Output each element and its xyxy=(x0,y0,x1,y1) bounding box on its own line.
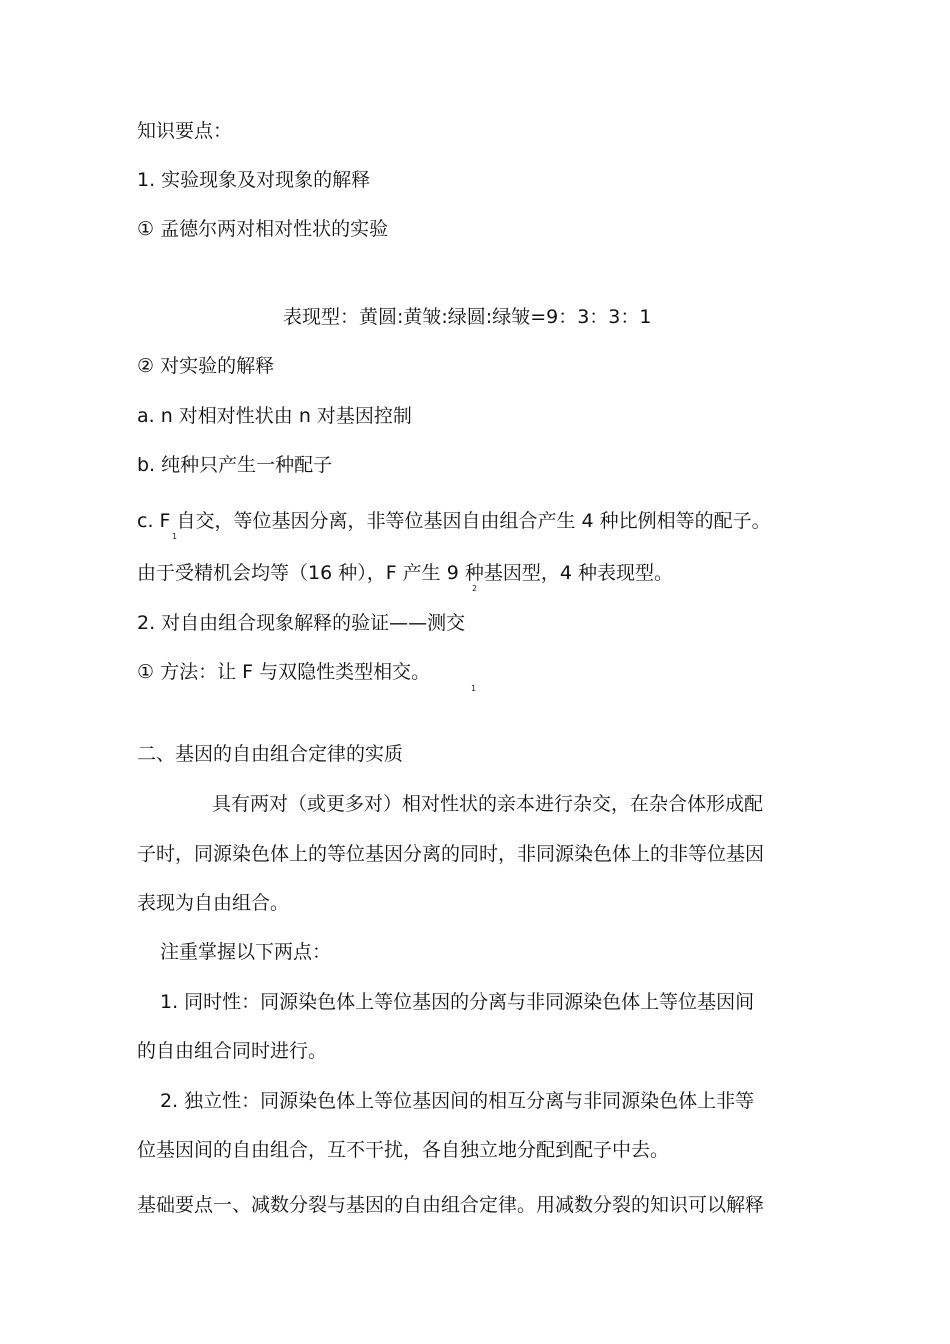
item1-subtitle-explanation: ② 对实验的解释 xyxy=(137,355,275,377)
point-c: c. F 自交，等位基因分离，非等位基因自由组合产生 4 种比例相等的配子。 xyxy=(137,510,771,532)
phenotype-ratio: 表现型：黄圆:黄皱:绿圆:绿皱=9：3：3：1 xyxy=(283,306,652,328)
note2-line-2: 位基因间的自由组合，互不干扰，各自独立地分配到配子中去。 xyxy=(137,1139,670,1161)
point-c-continued-subscript: 2 xyxy=(472,584,478,593)
note-intro: 注重掌握以下两点： xyxy=(160,941,332,963)
knowledge-heading: 知识要点： xyxy=(137,120,233,142)
essence-line-1: 具有两对（或更多对）相对性状的亲本进行杂交，在杂合体形成配 xyxy=(212,793,764,815)
essence-line-3: 表现为自由组合。 xyxy=(137,892,290,914)
note2-line-1: 2. 独立性：同源染色体上等位基因间的相互分离与非同源染色体上非等 xyxy=(160,1090,755,1112)
point-c-subscript: 1 xyxy=(172,532,178,541)
basics-line-1: 基础要点一、减数分裂与基因的自由组合定律。用减数分裂的知识可以解释 xyxy=(137,1194,765,1216)
point-b: b. 纯种只产生一种配子 xyxy=(137,454,333,476)
section2-title: 二、基因的自由组合定律的实质 xyxy=(137,743,404,765)
point-a: a. n 对相对性状由 n 对基因控制 xyxy=(137,405,412,427)
item2-method: ① 方法：让 F 与双隐性类型相交。 xyxy=(137,661,431,683)
note1-line-2: 的自由组合同时进行。 xyxy=(137,1040,328,1062)
item1-title: 1. 实验现象及对现象的解释 xyxy=(137,169,371,191)
item1-subtitle-experiment: ① 孟德尔两对相对性状的实验 xyxy=(137,218,389,240)
note1-line-1: 1. 同时性：同源染色体上等位基因的分离与非同源染色体上等位基因间 xyxy=(160,991,755,1013)
item2-method-subscript: 1 xyxy=(471,684,477,693)
essence-line-2: 子时，同源染色体上的等位基因分离的同时，非同源染色体上的非等位基因 xyxy=(137,843,765,865)
item2-title: 2. 对自由组合现象解释的验证——测交 xyxy=(137,612,466,634)
point-c-continued: 由于受精机会均等（16 种），F 产生 9 种基因型，4 种表现型。 xyxy=(137,562,673,584)
